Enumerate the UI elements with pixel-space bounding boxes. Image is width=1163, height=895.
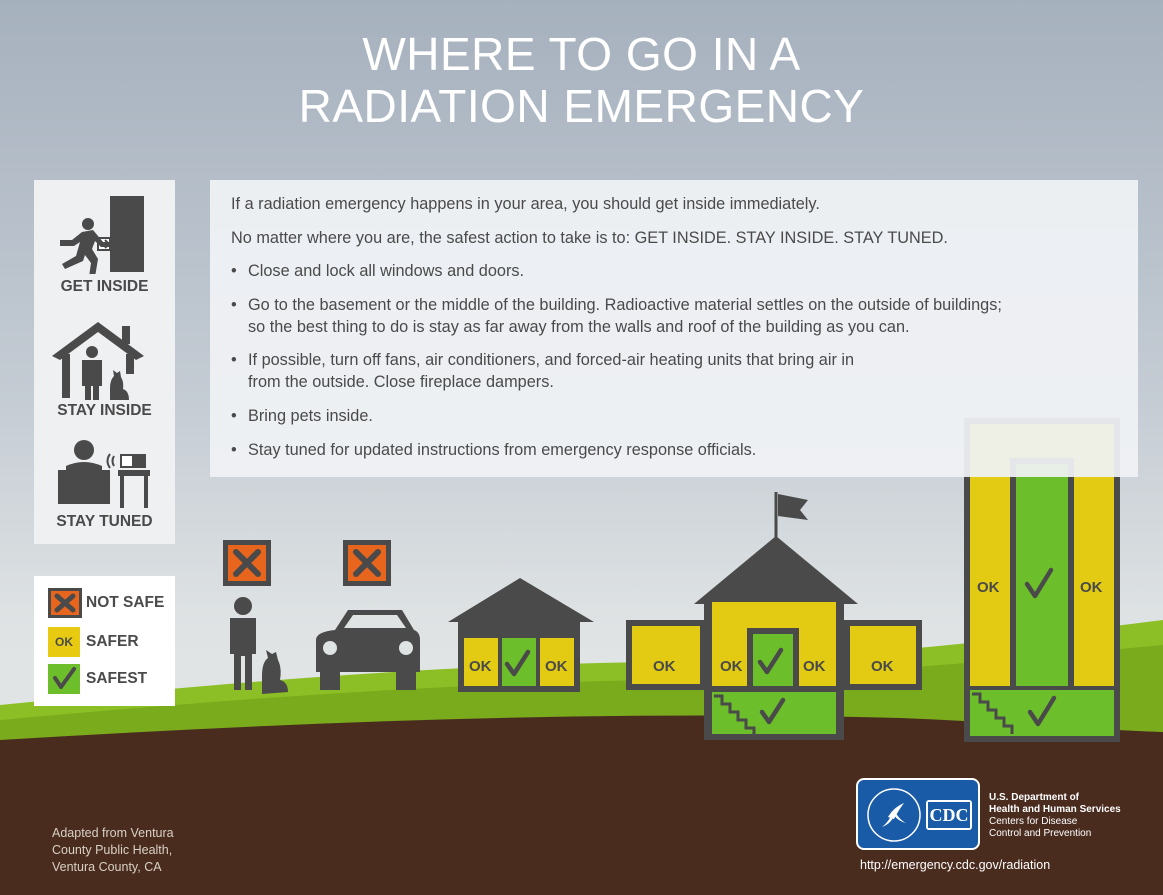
get-inside-label: GET INSIDE — [60, 278, 149, 295]
hhs-text — [989, 792, 1121, 840]
stay-tuned-label: STAY TUNED — [56, 513, 153, 530]
ok-label: OK — [545, 658, 568, 675]
actions-panel — [34, 180, 175, 544]
bullet-text-cont: from the outside. Close fireplace dampers. — [248, 373, 554, 391]
hhs-cdc-logo — [856, 778, 980, 850]
person-radio-icon — [48, 436, 160, 510]
ok-label: OK — [977, 579, 1000, 596]
safety-legend — [34, 576, 175, 706]
hhs-line: Control and Prevention — [989, 828, 1092, 839]
stay-inside-label: STAY INSIDE — [57, 402, 152, 419]
bullet-text: Bring pets inside. — [248, 407, 373, 425]
credit-line: County Public Health, — [52, 843, 173, 857]
not-safe-marker-person — [223, 540, 271, 586]
legend-item-not-safe — [48, 588, 164, 618]
credit-line: Ventura County, CA — [52, 860, 162, 874]
ok-label: OK — [653, 658, 676, 675]
ok-label: OK — [720, 658, 743, 675]
title-line-1: WHERE TO GO IN A — [362, 28, 801, 80]
title-line-2: RADIATION EMERGENCY — [298, 80, 865, 132]
legend-label-not-safe: NOT SAFE — [86, 594, 165, 611]
bullet-text: Close and lock all windows and doors. — [248, 262, 525, 280]
info-panel: If a radiation emergency happens in your area, you should get inside immediately. No matter where you are, the safest action to take is to: GET INSIDE. STAY INSIDE. STAY TUNED. • Close and lock all windows and doors. • Go to the basement or the middle of the building. Radioactive material settles on the outside of buildings; so the best thing to do is stay as far away from the walls and roof of the building as you can. • If possible, turn off fans, air conditioners, and forced-air heating units that bring air in from the outside. Close fireplace dampers. • Bring pets inside. • Stay tuned for updated instructions from emergency response officials. — [210, 180, 1138, 477]
hhs-eagle-seal-icon — [866, 787, 922, 843]
source-credit — [52, 825, 174, 876]
not-safe-marker-car — [343, 540, 391, 586]
cdc-logo-text: CDC — [928, 802, 970, 828]
bullet-text-cont: so the best thing to do is stay as far away from the walls and roof of the building as you can. — [248, 318, 910, 336]
legend-label-safest: SAFEST — [86, 670, 148, 687]
ok-label: OK — [803, 658, 826, 675]
url-link[interactable]: http://emergency.cdc.gov/radiation — [860, 858, 1051, 872]
ok-label: OK — [871, 658, 894, 675]
green-check-icon — [48, 664, 80, 694]
ok-label: OK — [1080, 579, 1103, 596]
hhs-line: Health and Human Services — [989, 804, 1121, 815]
page-title — [0, 28, 1163, 132]
ok-label: OK — [469, 658, 492, 675]
house-person-dog-icon — [50, 318, 160, 402]
ok-badge: OK — [48, 627, 80, 657]
hhs-line: U.S. Department of — [989, 792, 1080, 803]
exit-door-icon — [48, 194, 148, 274]
dog — [262, 650, 288, 694]
hhs-line: Centers for Disease — [989, 816, 1078, 827]
person-outside — [230, 597, 288, 694]
legend-item-safer — [48, 627, 139, 657]
bullet-text: Go to the basement or the middle of the building. Radioactive material settles on the outside of buildings; — [248, 296, 1002, 314]
credit-line: Adapted from Ventura — [52, 826, 174, 840]
bullet-text: Stay tuned for updated instructions from emergency response officials. — [248, 441, 757, 459]
key-action-text: No matter where you are, the safest action to take is to: GET INSIDE. STAY INSIDE. STAY TUNED. — [231, 229, 948, 247]
legend-item-safest — [48, 664, 147, 694]
intro-text: If a radiation emergency happens in your area, you should get inside immediately. — [231, 195, 820, 213]
orange-x-icon — [48, 588, 82, 618]
bullet-text: If possible, turn off fans, air conditioners, and forced-air heating units that bring air in — [248, 351, 855, 369]
legend-label-safer: SAFER — [86, 633, 139, 650]
